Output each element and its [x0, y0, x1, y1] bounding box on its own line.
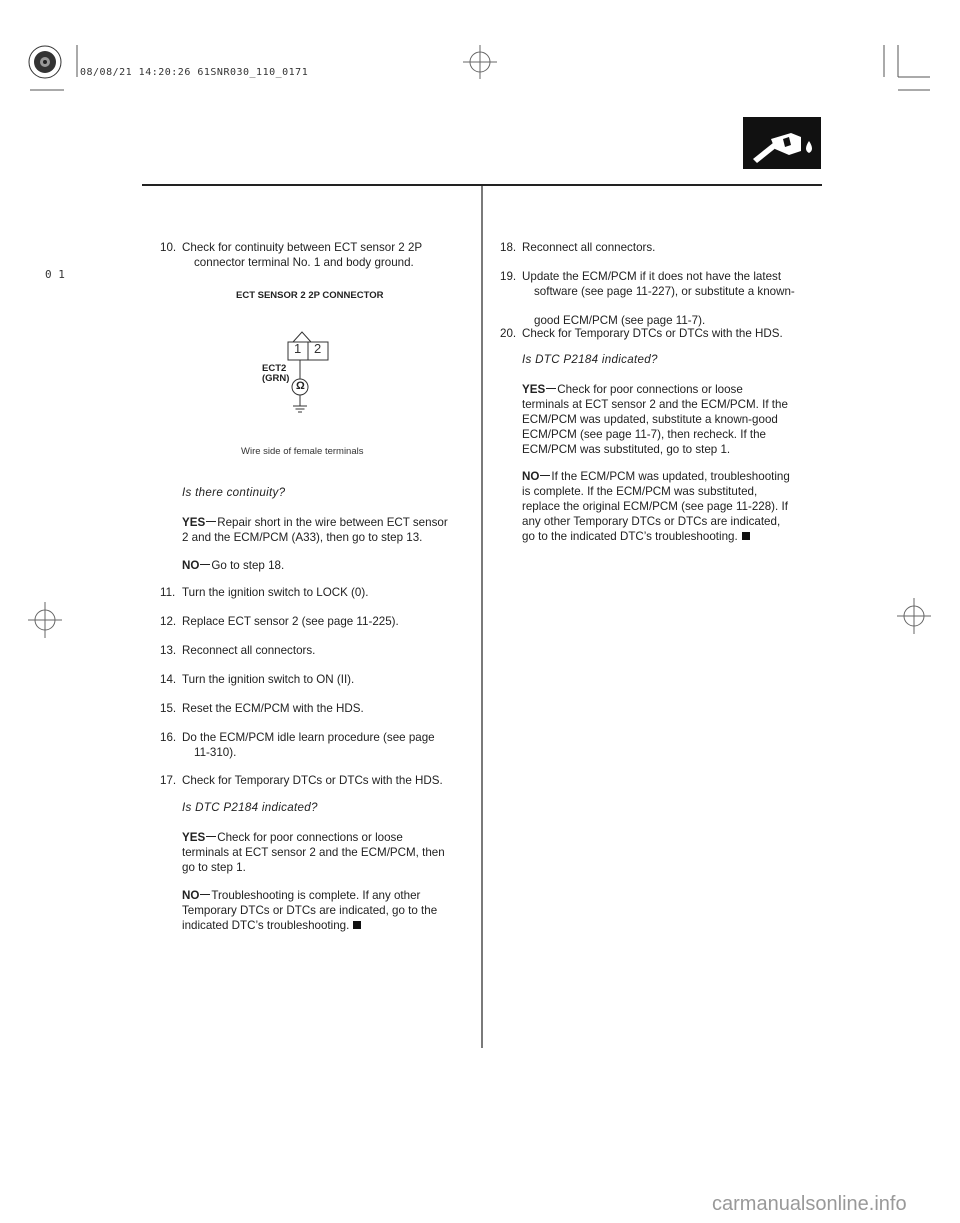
- dash: [546, 388, 556, 389]
- step-text: Check for continuity between ECT sensor 2 2P connector terminal No. 1 and body ground.: [182, 241, 423, 269]
- fuel-section-tab: [743, 117, 821, 169]
- question-continuity: Is there continuity?: [182, 486, 286, 499]
- diagram-caption: Wire side of female terminals: [241, 446, 364, 457]
- print-timestamp: 08/08/21 14:20:26 61SNR030_110_0171: [80, 67, 309, 78]
- answer-no-2: NO Troubleshooting is complete. If any other Temporary DTCs or DTCs are indicated, go to the indicated DTC’s troubleshooting.: [182, 889, 438, 932]
- end-of-section-mark: [353, 921, 361, 929]
- crosshair-top-center: [463, 45, 497, 79]
- question-dtc-right: Is DTC P2184 indicated?: [522, 353, 658, 366]
- dash: [206, 521, 216, 522]
- crosshair-right-middle: [897, 598, 931, 634]
- registration-target-top-left: [29, 46, 61, 78]
- dash: [200, 564, 210, 565]
- pin-2-label: 2: [314, 341, 322, 356]
- answer-yes-2: YES Check for poor connections or loose terminals at ECT sensor 2 and the ECM/PCM, then go to step 1.: [182, 831, 445, 874]
- pin-1-label: 1: [294, 341, 302, 356]
- step-number: 10.: [160, 241, 177, 254]
- ohm-symbol-glyph: Ω: [296, 380, 305, 392]
- margin-marker: 0 1: [45, 268, 65, 281]
- answer-no-right: NO If the ECM/PCM was updated, troubleshooting is complete. If the ECM/PCM was substituted, replace the original ECM/PCM (see page 11-228). If any other Temporary DTCs or DTCs are indicated, go to the indicated DTC’s troubleshooting.: [522, 470, 790, 543]
- end-of-section-mark: [742, 532, 750, 540]
- answer-yes-1: YES Repair short in the wire between ECT sensor 2 and the ECM/PCM (A33), then go to step 13.: [182, 516, 448, 544]
- question-dtc-left: Is DTC P2184 indicated?: [182, 801, 318, 814]
- answer-yes-right: YES Check for poor connections or loose terminals at ECT sensor 2 and the ECM/PCM. If the ECM/PCM was updated, substitute a known-good ECM/PCM (see page 11-7), then recheck. If the ECM/PCM was substituted, go to step 1.: [522, 383, 788, 456]
- footer-watermark: carmanualsonline.info: [712, 1193, 907, 1215]
- dash: [540, 475, 550, 476]
- wire-label: ECT2 (GRN): [262, 363, 290, 384]
- dash: [206, 836, 216, 837]
- fuel-nozzle-icon: [743, 117, 821, 169]
- crosshair-left-middle: [28, 602, 62, 638]
- dash: [200, 894, 210, 895]
- answer-no-1: NO Go to step 18.: [182, 559, 285, 572]
- connector-diagram-title: ECT SENSOR 2 2P CONNECTOR: [236, 290, 384, 301]
